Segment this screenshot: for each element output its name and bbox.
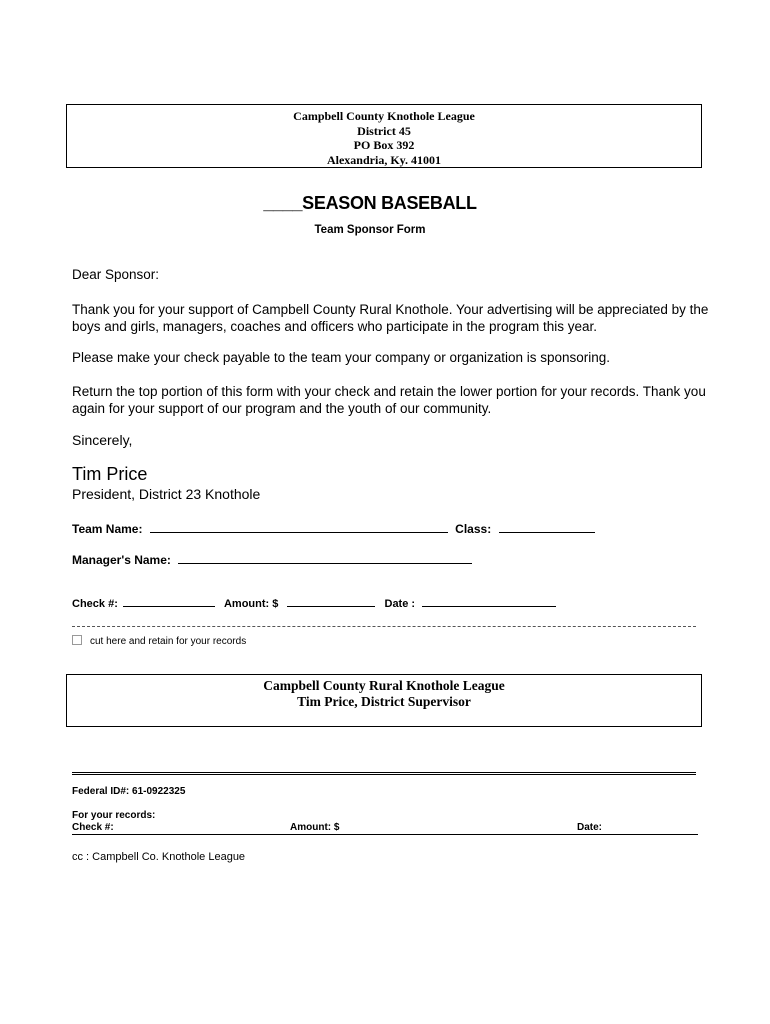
district: District 45 — [357, 123, 411, 138]
amount-field[interactable] — [287, 595, 375, 607]
records-rule — [72, 834, 698, 835]
manager-field[interactable] — [178, 552, 472, 564]
cc-line: cc : Campbell Co. Knothole League — [72, 851, 246, 863]
po-box: PO Box 392 — [353, 138, 415, 152]
federal-id: Federal ID#: 61-0922325 — [72, 786, 186, 797]
signature-name: Tim Price — [72, 464, 148, 484]
org-name: Campbell County Knothole League — [293, 109, 475, 123]
receipt-box — [66, 674, 702, 727]
payment-row — [72, 595, 556, 610]
page-title — [0, 193, 740, 214]
records-label: For your records: — [72, 810, 156, 821]
date-label: Date : — [384, 598, 416, 610]
form-subtitle: Team Sponsor Form — [314, 224, 426, 236]
cut-line — [72, 626, 696, 627]
team-name-field[interactable] — [150, 521, 448, 533]
records-check-label: Check #: — [72, 822, 114, 833]
season-blank: ____ — [263, 193, 303, 213]
closing: Sincerely, — [72, 432, 133, 448]
receipt-org: Campbell County Rural Knothole League — [263, 678, 505, 693]
class-field[interactable] — [499, 521, 595, 533]
signer-title: President, District 23 Knothole — [72, 486, 261, 502]
records-date-label: Date: — [577, 822, 603, 833]
manager-label: Manager's Name: — [72, 553, 171, 567]
check-label: Check #: — [72, 598, 118, 610]
amount-label: Amount: $ — [223, 598, 279, 610]
cut-instruction — [72, 635, 246, 647]
records-amount-label: Amount: $ — [290, 822, 340, 833]
title-text: SEASON BASEBALL — [302, 193, 477, 213]
check-number-field[interactable] — [123, 595, 215, 607]
paragraph-1: Thank you for your support of Campbell County Rural Knothole. Your advertising will be appreciated by the boys and girls, managers, coaches and officers who participate in the program this year. — [72, 302, 709, 334]
city-state-zip: Alexandria, Ky. 41001 — [326, 152, 441, 167]
paragraph-2: Please make your check payable to the team your company or organization is sponsoring. — [72, 350, 611, 365]
header-box — [66, 104, 702, 168]
paragraph-3: Return the top portion of this form with your check and retain the lower portion for your records. Thank you again for your support of our program and the youth of our community. — [72, 384, 706, 416]
team-name-label: Team Name: — [72, 522, 143, 536]
date-field[interactable] — [422, 595, 556, 607]
manager-row — [72, 552, 472, 567]
salutation: Dear Sponsor: — [72, 267, 160, 282]
team-name-row — [72, 521, 595, 536]
class-label: Class: — [455, 522, 492, 536]
cut-text: cut here and retain for your records — [90, 636, 247, 647]
receipt-supervisor: Tim Price, District Supervisor — [297, 694, 471, 709]
scissors-icon — [72, 635, 82, 645]
double-rule — [72, 772, 696, 775]
